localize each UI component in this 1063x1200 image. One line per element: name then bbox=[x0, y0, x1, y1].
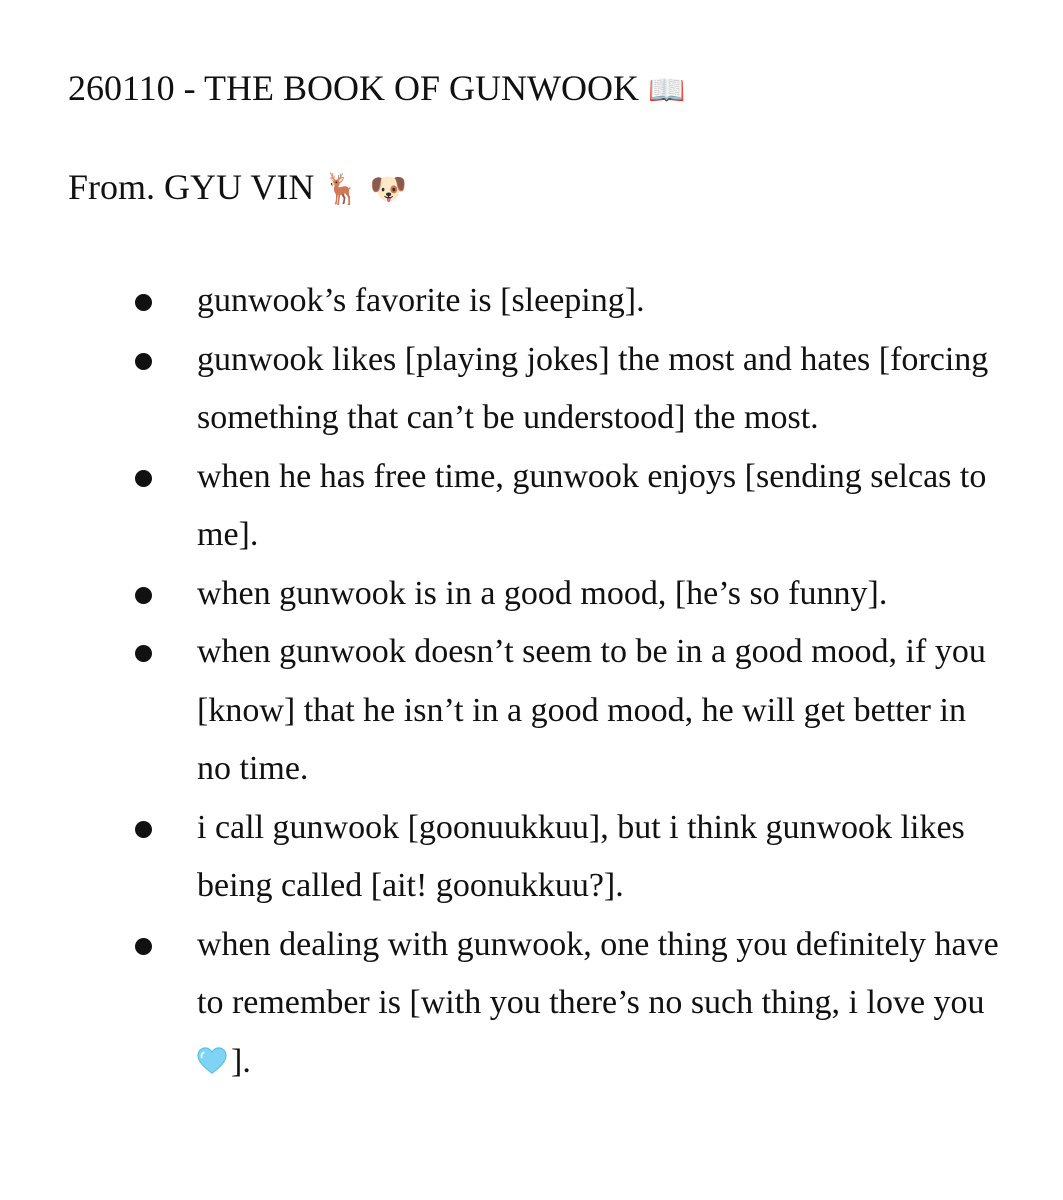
open-book-icon: 📖 bbox=[647, 73, 686, 108]
fact-text: i call gunwook [goonuukkuu], but i think gunwook likes being called [ait! goonukkuu?]. bbox=[197, 808, 965, 904]
light-blue-heart-icon bbox=[197, 1046, 227, 1076]
fact-text-after: ]. bbox=[231, 1042, 251, 1080]
bullet-icon bbox=[135, 294, 152, 311]
bullet-icon bbox=[135, 938, 152, 955]
fact-text-before: when dealing with gunwook, one thing you definitely have to remember is [with you there’s no such thing, i love you bbox=[197, 925, 999, 1021]
bullet-icon bbox=[135, 821, 152, 838]
bullet-icon bbox=[135, 470, 152, 487]
list-item bbox=[128, 565, 1008, 624]
deer-icon: 🦌 bbox=[323, 172, 361, 207]
from-text: From. GYU VIN bbox=[68, 167, 315, 207]
facts-list bbox=[128, 272, 1008, 1091]
bullet-icon bbox=[135, 353, 152, 370]
fact-text: when he has free time, gunwook enjoys [sending selcas to me]. bbox=[197, 457, 987, 553]
title-text: 260110 - THE BOOK OF GUNWOOK bbox=[68, 68, 639, 108]
document-page bbox=[68, 66, 1028, 1080]
list-item bbox=[128, 799, 1008, 916]
bullet-icon bbox=[135, 587, 152, 604]
list-item bbox=[128, 623, 1008, 799]
fact-text: gunwook’s favorite is [sleeping]. bbox=[197, 282, 645, 319]
list-item bbox=[128, 331, 1008, 448]
dog-face-icon: 🐶 bbox=[369, 172, 408, 207]
fact-text: when gunwook is in a good mood, [he’s so funny]. bbox=[197, 574, 888, 612]
bullet-icon bbox=[135, 645, 152, 662]
page-title bbox=[68, 66, 1028, 113]
from-line bbox=[68, 165, 1028, 212]
list-item bbox=[128, 272, 1008, 331]
fact-text: gunwook likes [playing jokes] the most and hates [forcing something that can’t be understood] the most. bbox=[197, 340, 989, 436]
list-item bbox=[128, 448, 1008, 565]
fact-text: when gunwook doesn’t seem to be in a good mood, if you [know] that he isn’t in a good mood, he will get better in no time. bbox=[197, 633, 986, 787]
list-item bbox=[128, 916, 1008, 1092]
